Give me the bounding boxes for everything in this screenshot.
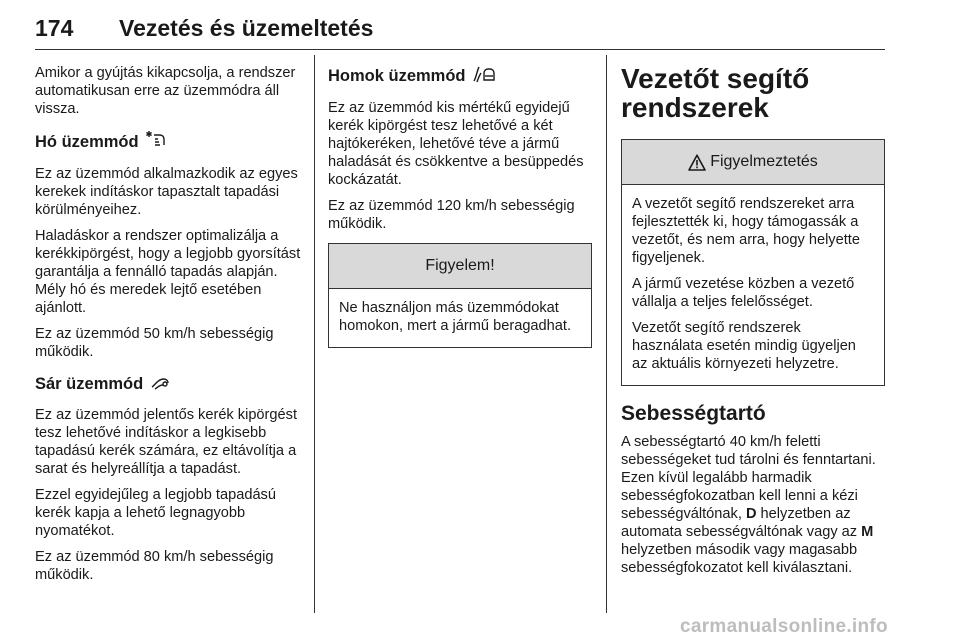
warning-icon (688, 154, 706, 171)
cruise-control-heading: Sebességtartó (621, 402, 766, 425)
snow-mode-heading: Hó üzemmód (35, 130, 303, 155)
snow-mode-icon (145, 130, 167, 155)
snow-mode-p1: Ez az üzemmód alkalmazkodik az egyes kerekek indításkor tapasztalt tapadási körülményeihez. (35, 166, 298, 218)
intro-paragraph: Amikor a gyújtás kikapcsolja, a rendszer automatikusan erre az üzemmódra áll vissza. (35, 65, 296, 117)
mud-mode-heading: Sár üzemmód (35, 373, 303, 396)
sand-mode-icon (472, 64, 496, 89)
warning-p2: A jármű vezetése közben a vezető vállalja a teljes felelősséget. (632, 276, 855, 310)
watermark: carmanualsonline.info (680, 616, 888, 637)
warning-title: Figyelmeztetés (710, 153, 818, 170)
running-title: Vezetés és üzemeltetés (119, 14, 374, 41)
column-1 (35, 64, 303, 592)
snow-mode-p3: Ez az üzemmód 50 km/h sebességig működik. (35, 326, 274, 360)
page-number: 174 (35, 14, 74, 41)
warning-p3: Vezetőt segítő rendszerek használata esetén mindig ügyeljen az aktuális környezeti helyzetre. (632, 320, 856, 372)
sand-mode-p1: Ez az üzemmód kis mértékű egyidejű kerék kipörgést tesz lehetővé a két hajtókeréken, lehetővé téve a jármű haladását és csökkentve a besüppedés kockázatát. (328, 100, 584, 188)
mud-mode-p2: Ezzel egyidejűleg a legjobb tapadású kerék kapja a lehető legnagyobb nyomatékot. (35, 487, 276, 539)
sand-mode-heading: Homok üzemmód (328, 64, 592, 89)
section-title: Vezetőt segítő rendszerek (621, 63, 810, 123)
page-header (35, 10, 885, 46)
header-divider (35, 49, 885, 50)
mud-mode-p1: Ez az üzemmód jelentős kerék kipörgést tesz lehetővé indításkor a legkisebb tapadású kerék számára, ez eltávolítja a sarat és helyreállítja a tapadást. (35, 407, 297, 477)
column-3 (621, 64, 885, 585)
snow-mode-p2: Haladáskor a rendszer optimalizálja a kerékkipörgést, hogy a legjobb gyorsítást garantálja a fennálló tapadás alapján. Mély hó és meredek lejtő esetében ajánlott. (35, 228, 301, 316)
column-divider-2 (606, 55, 607, 613)
sand-mode-p2: Ez az üzemmód 120 km/h sebességig működik. (328, 198, 575, 232)
column-divider-1 (314, 55, 315, 613)
warning-header (622, 140, 884, 185)
notice-text: Ne használjon más üzemmódokat homokon, mert a jármű beragadhat. (339, 300, 572, 334)
mud-mode-p3: Ez az üzemmód 80 km/h sebességig működik. (35, 549, 274, 583)
warning-box (621, 139, 885, 386)
column-2 (328, 64, 592, 348)
mud-mode-icon (149, 373, 171, 396)
cruise-control-text: A sebességtartó 40 km/h feletti sebességeket tud tárolni és fenntartani. Ezen kívül legalább harmadik sebességfokozatban kell lenni a kézi sebességváltónak, D helyzetben az automata sebességváltónak vagy az M helyzetben második vagy magasabb sebességfokozatot kell kiválasztani. (621, 434, 876, 576)
notice-box (328, 243, 592, 348)
notice-title: Figyelem! (329, 244, 591, 289)
warning-p1: A vezetőt segítő rendszereket arra fejlesztették ki, hogy támogassák a vezetőt, és nem arra, hogy helyette figyeljenek. (632, 196, 860, 266)
